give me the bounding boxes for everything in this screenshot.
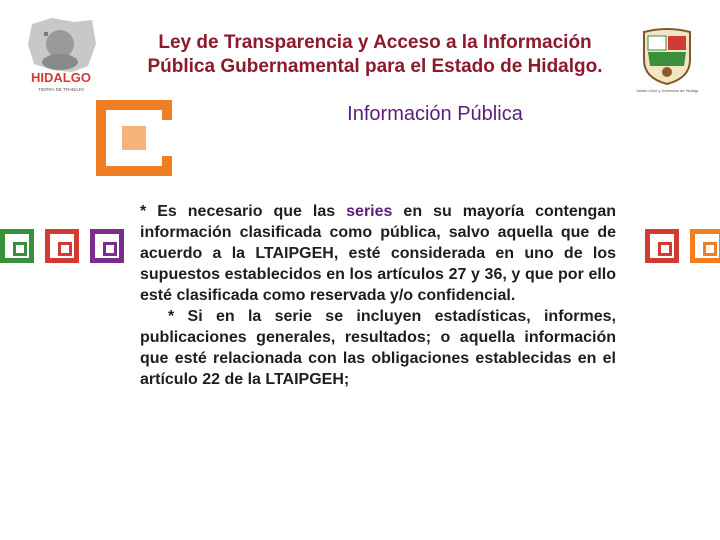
hidalgo-logo-tagline: TIERRA DE TRABAJO bbox=[38, 87, 84, 92]
red-square-icon bbox=[45, 229, 79, 263]
section-title: Información Pública bbox=[347, 103, 523, 125]
paragraph-2: * Si en la serie se incluyen estadísticas, informes, publicaciones generales, resultados; o aquella información que esté relacionada con las obligaciones establecidas en el artículo 22 de la LTAIPGEH; bbox=[140, 308, 616, 388]
hidalgo-state-logo-icon bbox=[22, 14, 100, 94]
left-square-row bbox=[0, 229, 124, 263]
right-square-row bbox=[645, 229, 720, 263]
orange-square-icon bbox=[690, 229, 720, 263]
paragraph-1: * Es necesario que las series en su mayoría contengan información clasificada como pública, salvo aquella que de acuerdo a la LTAIPGEH, esté considerada en uno de los supuestos establecidos en los artículos 27 y 36, y que por ello esté clasificada como reservada y/o confidencial. bbox=[140, 203, 616, 304]
orange-square-icon bbox=[96, 100, 172, 176]
green-square-icon bbox=[0, 229, 34, 263]
body-text bbox=[140, 201, 616, 390]
svg-text:Estado Libre y Soberano de Hid: Estado Libre y Soberano de Hidalgo bbox=[636, 88, 698, 93]
series-highlight: series bbox=[346, 203, 393, 220]
page-title bbox=[120, 31, 630, 79]
red-square-icon bbox=[645, 229, 679, 263]
title-line-2: Pública Gubernamental para el Estado de Hidalgo. bbox=[147, 56, 603, 77]
hidalgo-logo-text: HIDALGO bbox=[31, 70, 91, 85]
coat-of-arms-caption bbox=[636, 82, 698, 92]
purple-square-icon bbox=[90, 229, 124, 263]
title-line-1: Ley de Transparencia y Acceso a la Información bbox=[158, 32, 592, 53]
